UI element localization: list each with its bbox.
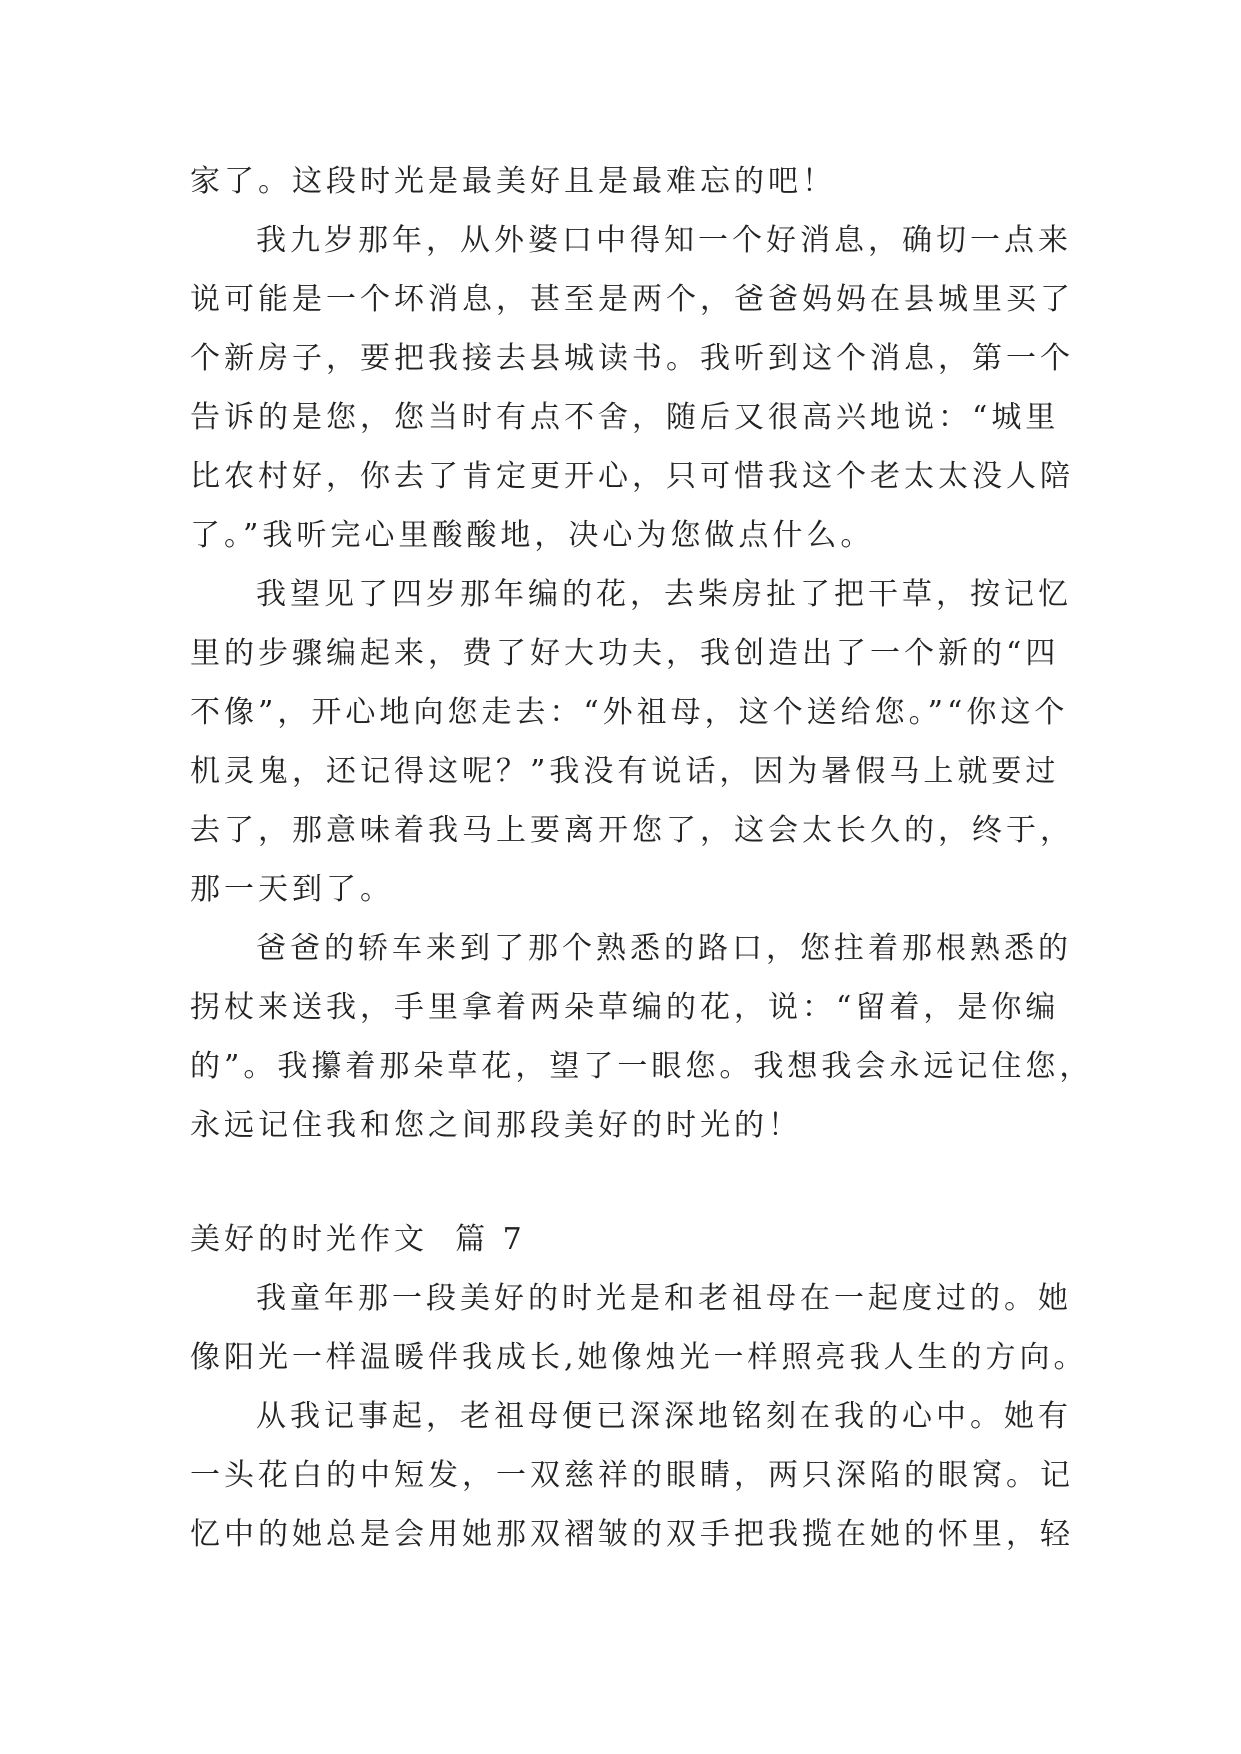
text-line: 里的步骤编起来，费了好大功夫，我创造出了一个新的“四 [190, 636, 1060, 671]
text-line: 爸爸的轿车来到了那个熟悉的路口，您拄着那根熟悉的 [256, 931, 1072, 966]
text-line: 家了。这段时光是最美好且是最难忘的吧！ [190, 164, 836, 199]
text-line: 我九岁那年，从外婆口中得知一个好消息，确切一点来 [256, 223, 1072, 258]
text-line: 机灵鬼，还记得这呢？”我没有说话，因为暑假马上就要过 [190, 754, 1060, 789]
body-text-top [190, 152, 1094, 1155]
section-heading-block [190, 1210, 1052, 1269]
section-heading: 美好的时光作文 篇 7 [190, 1222, 526, 1257]
text-line: 那一天到了。 [190, 872, 394, 907]
text-line: 说可能是一个坏消息，甚至是两个，爸爸妈妈在县城里买了 [190, 282, 1074, 317]
text-line: 从我记事起，老祖母便已深深地铭刻在我的心中。她有 [256, 1399, 1072, 1434]
text-line: 不像”，开心地向您走去：“外祖母，这个送给您。”“你这个 [190, 695, 1069, 730]
body-text-bottom [190, 1269, 1088, 1564]
text-line: 像阳光一样温暖伴我成长,她像烛光一样照亮我人生的方向。 [190, 1340, 1088, 1375]
text-line: 个新房子，要把我接去县城读书。我听到这个消息，第一个 [190, 341, 1074, 376]
text-line: 去了，那意味着我马上要离开您了，这会太长久的，终于， [190, 813, 1074, 848]
text-line: 永远记住我和您之间那段美好的时光的！ [190, 1108, 802, 1143]
text-line: 忆中的她总是会用她那双褶皱的双手把我揽在她的怀里，轻 [190, 1517, 1074, 1552]
text-line: 了。”我听完心里酸酸地，决心为您做点什么。 [190, 518, 875, 553]
text-line: 告诉的是您，您当时有点不舍，随后又很高兴地说：“城里 [190, 400, 1060, 435]
text-line: 拐杖来送我，手里拿着两朵草编的花，说：“留着，是你编 [190, 990, 1060, 1025]
text-line: 我望见了四岁那年编的花，去柴房扯了把干草，按记忆 [256, 577, 1072, 612]
text-line: 一头花白的中短发，一双慈祥的眼睛，两只深陷的眼窝。记 [190, 1458, 1074, 1493]
text-line: 比农村好，你去了肯定更开心，只可惜我这个老太太没人陪 [190, 459, 1074, 494]
text-line: 我童年那一段美好的时光是和老祖母在一起度过的。她 [256, 1281, 1072, 1316]
text-line: 的”。我攥着那朵草花，望了一眼您。我想我会永远记住您， [190, 1049, 1094, 1084]
